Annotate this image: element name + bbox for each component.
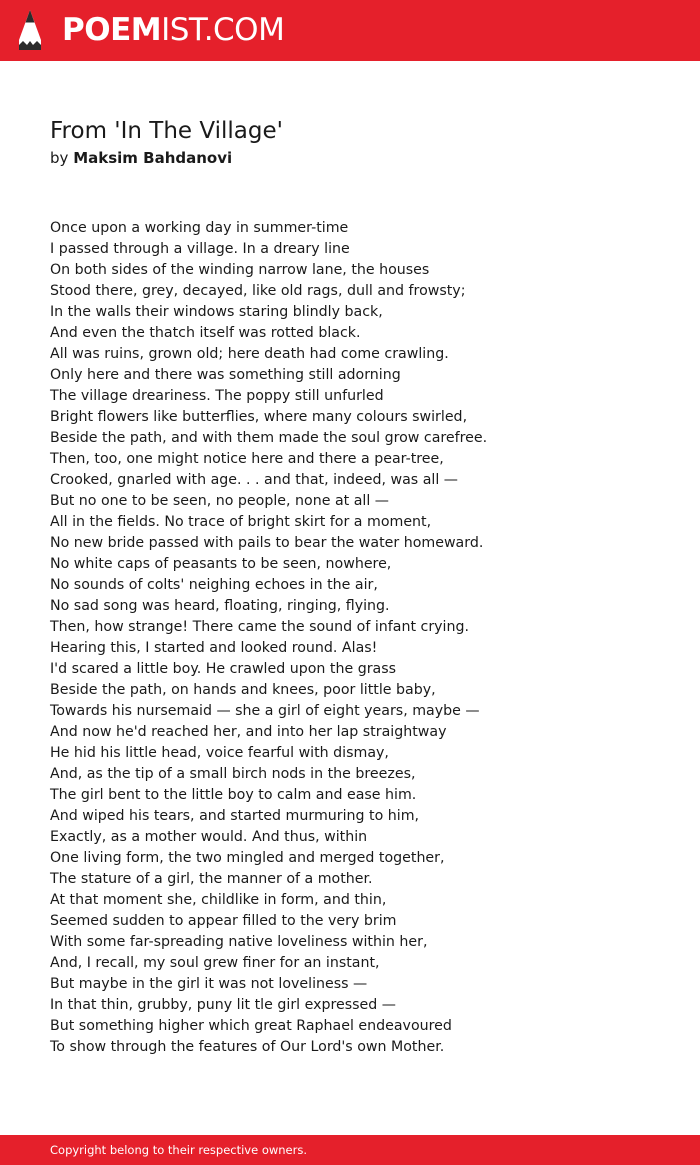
poem-line: And, I recall, my soul grew finer for an instant,: [50, 955, 380, 971]
poem-line: No sounds of colts' neighing echoes in the air,: [50, 577, 378, 593]
copyright-text: Copyright belong to their respective owners.: [50, 1143, 308, 1157]
poem-line: And wiped his tears, and started murmuring to him,: [50, 808, 420, 824]
poem-line: Beside the path, and with them made the soul grow carefree.: [50, 430, 488, 446]
poem-line: And, as the tip of a small birch nods in the breezes,: [50, 766, 416, 782]
poem-line: I passed through a village. In a dreary line: [50, 241, 350, 257]
poem-title: From 'In The Village': [50, 118, 283, 144]
poem-line: No white caps of peasants to be seen, nowhere,: [50, 556, 392, 572]
by-label: by: [50, 149, 69, 167]
poem-line: Then, how strange! There came the sound of infant crying.: [50, 619, 470, 635]
poem-line: But something higher which great Raphael endeavoured: [50, 1018, 452, 1034]
poem-line: Stood there, grey, decayed, like old rags, dull and frowsty;: [50, 283, 466, 299]
brand-light-text: IST.COM: [161, 12, 285, 48]
poem-line: The village dreariness. The poppy still unfurled: [50, 388, 384, 404]
poem-line: Towards his nursemaid — she a girl of eight years, maybe —: [50, 703, 480, 719]
poem-line: Then, too, one might notice here and there a pear-tree,: [50, 451, 444, 467]
poem-line: Bright flowers like butterflies, where many colours swirled,: [50, 409, 468, 425]
poem-line: No new bride passed with pails to bear the water homeward.: [50, 535, 484, 551]
poem-line: Crooked, gnarled with age. . . and that, indeed, was all —: [50, 472, 458, 488]
poem-line: The girl bent to the little boy to calm and ease him.: [50, 787, 417, 803]
pencil-tip-icon[interactable]: [18, 9, 42, 51]
poem-line: Once upon a working day in summer-time: [50, 220, 349, 236]
site-header: [0, 0, 700, 61]
poem-line: The stature of a girl, the manner of a mother.: [50, 871, 373, 887]
poem-line: On both sides of the winding narrow lane, the houses: [50, 262, 430, 278]
poem-line: To show through the features of Our Lord's own Mother.: [50, 1039, 445, 1055]
poem-line: Seemed sudden to appear filled to the very brim: [50, 913, 397, 929]
poem-line: But no one to be seen, no people, none at all —: [50, 493, 389, 509]
poem-line: At that moment she, childlike in form, and thin,: [50, 892, 387, 908]
poem-body: [50, 218, 487, 1058]
brand-bold-text: POEM: [62, 12, 162, 48]
poem-line: With some far-spreading native loveliness within her,: [50, 934, 428, 950]
poem-line: Hearing this, I started and looked round. Alas!: [50, 640, 378, 656]
author-name: Maksim Bahdanovi: [73, 149, 233, 167]
poem-line: No sad song was heard, floating, ringing, flying.: [50, 598, 390, 614]
poem-line: And even the thatch itself was rotted black.: [50, 325, 361, 341]
site-logo-link[interactable]: [62, 11, 284, 49]
poem-line: He hid his little head, voice fearful with dismay,: [50, 745, 389, 761]
poem-byline: [50, 148, 232, 169]
poem-line: One living form, the two mingled and merged together,: [50, 850, 445, 866]
poem-line: In that thin, grubby, puny lit tle girl expressed —: [50, 997, 396, 1013]
poem-line: I'd scared a little boy. He crawled upon the grass: [50, 661, 397, 677]
poem-line: All in the fields. No trace of bright skirt for a moment,: [50, 514, 432, 530]
poem-line: But maybe in the girl it was not loveliness —: [50, 976, 368, 992]
poem-line: Only here and there was something still adorning: [50, 367, 401, 383]
poem-line: And now he'd reached her, and into her lap straightway: [50, 724, 447, 740]
poem-line: All was ruins, grown old; here death had come crawling.: [50, 346, 449, 362]
site-footer: [0, 1135, 700, 1165]
poem-line: In the walls their windows staring blindly back,: [50, 304, 383, 320]
poem-line: Exactly, as a mother would. And thus, within: [50, 829, 368, 845]
poem-line: Beside the path, on hands and knees, poor little baby,: [50, 682, 436, 698]
